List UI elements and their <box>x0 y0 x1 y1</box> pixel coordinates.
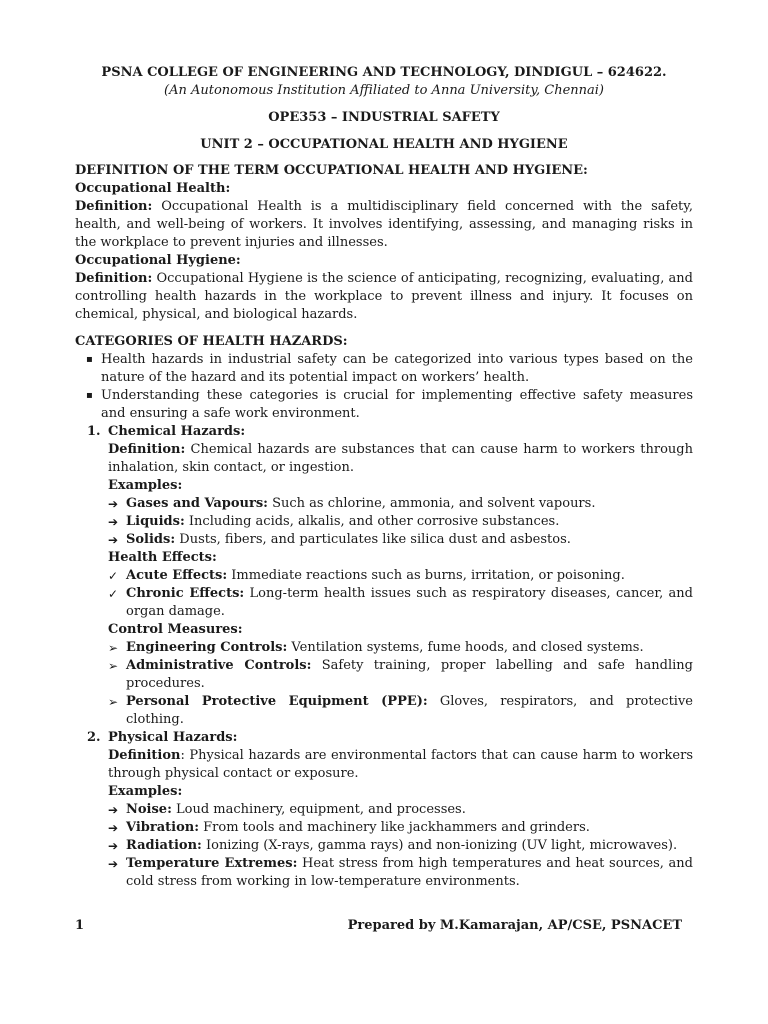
section-title: 1. Chemical Hazards: <box>87 424 246 439</box>
list-item: ➢ Engineering Controls: Ventilation systems, fume hoods, and closed systems. <box>108 640 644 655</box>
course-title: OPE353 – INDUSTRIAL SAFETY <box>268 110 500 125</box>
list-item: ➔ Temperature Extremes: Heat stress from high temperatures and heat sources, and cold stress from working in low-temperature environments. <box>108 856 693 889</box>
list-item: ▪ Understanding these categories is crucial for implementing effective safety measures and ensuring a safe work environment. <box>86 388 693 421</box>
list-item: ➔ Solids: Dusts, fibers, and particulates like silica dust and asbestos. <box>108 532 571 547</box>
examples-label: Examples: <box>108 784 183 799</box>
arrow-right-icon: ➔ <box>108 515 119 529</box>
definition-heading: DEFINITION OF THE TERM OCCUPATIONAL HEALTH AND HYGIENE: <box>75 163 588 178</box>
chevron-right-icon: ➢ <box>108 695 119 709</box>
list-item: ✓ Chronic Effects: Long-term health issues such as respiratory diseases, cancer, and organ damage. <box>108 586 693 619</box>
examples-label: Examples: <box>108 478 183 493</box>
square-bullet-icon: ▪ <box>86 390 93 401</box>
definition-label: Definition: <box>75 199 153 214</box>
arrow-right-icon: ➔ <box>108 821 119 835</box>
definition-text: Occupational Health is a multidisciplinary field concerned with the safety, health, and well-being of workers. It involves identifying, assessing, and managing risks in the workplace to prevent injuries and illnesses. <box>75 199 693 250</box>
unit-title: UNIT 2 – OCCUPATIONAL HEALTH AND HYGIENE <box>200 137 568 152</box>
categories-heading: CATEGORIES OF HEALTH HAZARDS: <box>75 334 348 349</box>
prepared-by: Prepared by M.Kamarajan, AP/CSE, PSNACET <box>347 918 682 933</box>
definition-label: Definition: <box>75 271 153 286</box>
list-item: ➔ Vibration: From tools and machinery like jackhammers and grinders. <box>108 820 590 835</box>
institution-title: PSNA COLLEGE OF ENGINEERING AND TECHNOLOGY, DINDIGUL – 624622. <box>101 65 667 80</box>
occupational-health-heading: Occupational Health: <box>75 181 231 196</box>
arrow-right-icon: ➔ <box>108 497 119 511</box>
health-effects-label: Health Effects: <box>108 550 217 565</box>
chemical-hazards-section <box>75 423 693 729</box>
list-item: ➔ Radiation: Ionizing (X-rays, gamma rays) and non-ionizing (UV light, microwaves). <box>108 838 678 853</box>
section-title: 2. Physical Hazards: <box>87 730 238 745</box>
definition-text: Occupational Hygiene is the science of anticipating, recognizing, evaluating, and controlling health hazards in the workplace to prevent illness and injury. It focuses on chemical, physical, and biological hazards. <box>75 271 693 322</box>
arrow-right-icon: ➔ <box>108 857 119 871</box>
control-measures-label: Control Measures: <box>108 622 243 637</box>
occupational-hygiene-heading: Occupational Hygiene: <box>75 253 241 268</box>
occupational-health-definition <box>75 198 693 252</box>
chemical-definition: Definition: Chemical hazards are substances that can cause harm to workers through inhalation, skin contact, or ingestion. <box>108 442 693 475</box>
square-bullet-icon: ▪ <box>86 354 93 365</box>
arrow-right-icon: ➔ <box>108 533 119 547</box>
list-item: ➔ Liquids: Including acids, alkalis, and other corrosive substances. <box>108 514 560 529</box>
categories-bullet-list <box>75 351 693 423</box>
list-item: ➔ Noise: Loud machinery, equipment, and processes. <box>108 802 466 817</box>
list-item: ➢ Personal Protective Equipment (PPE): Gloves, respirators, and protective clothing. <box>108 694 693 727</box>
arrow-right-icon: ➔ <box>108 839 119 853</box>
physical-hazards-section <box>75 729 693 891</box>
check-icon: ✓ <box>108 569 119 583</box>
chevron-right-icon: ➢ <box>108 641 119 655</box>
chevron-right-icon: ➢ <box>108 659 119 673</box>
physical-definition: Definition: Physical hazards are environmental factors that can cause harm to workers through physical contact or exposure. <box>108 748 693 781</box>
arrow-right-icon: ➔ <box>108 803 119 817</box>
occupational-hygiene-definition <box>75 270 693 324</box>
affiliation-subtitle: (An Autonomous Institution Affiliated to Anna University, Chennai) <box>164 83 604 98</box>
list-item: ➢ Administrative Controls: Safety training, proper labelling and safe handling procedures. <box>108 658 694 691</box>
list-item: ▪ Health hazards in industrial safety can be categorized into various types based on the nature of the hazard and its potential impact on workers’ health. <box>86 352 693 385</box>
list-item: ➔ Gases and Vapours: Such as chlorine, ammonia, and solvent vapours. <box>108 496 596 511</box>
page-footer <box>75 917 682 935</box>
page-number: 1 <box>75 918 85 933</box>
list-item: ✓ Acute Effects: Immediate reactions such as burns, irritation, or poisoning. <box>108 568 625 583</box>
check-icon: ✓ <box>108 587 119 601</box>
